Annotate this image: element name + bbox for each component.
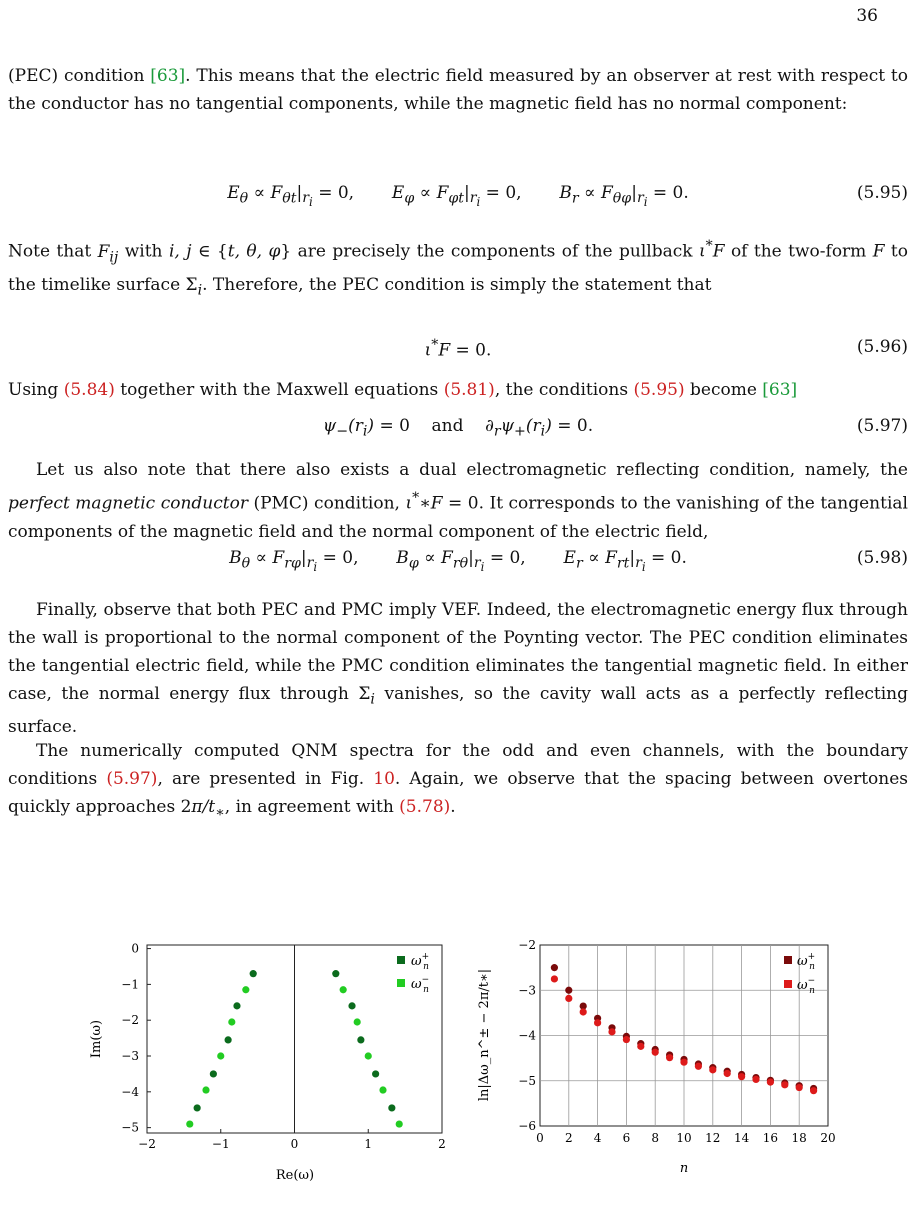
y-tick-label: −2 [518, 938, 536, 952]
x-tick-label: 0 [290, 1137, 299, 1151]
x-axis-label: n [679, 1161, 689, 1176]
equation-number: (5.97) [856, 416, 908, 436]
data-point [250, 970, 257, 977]
y-tick-label: −6 [518, 1119, 536, 1133]
data-point [709, 1066, 716, 1073]
data-point [695, 1063, 702, 1070]
y-tick-label: −5 [121, 1120, 139, 1135]
legend-label: ω− n [797, 976, 816, 996]
data-point [225, 1036, 232, 1043]
equation-5-96: ι*F = 0. (5.96) [424, 337, 908, 361]
data-point [194, 1104, 201, 1111]
page-number: 36 [856, 6, 878, 26]
x-axis-label: Re(ω) [275, 1168, 315, 1183]
data-point [680, 1059, 687, 1066]
data-point [623, 1036, 630, 1043]
data-point [233, 1002, 240, 1009]
x-tick-label: 1 [364, 1137, 373, 1151]
data-point [186, 1120, 193, 1127]
data-point [348, 1002, 355, 1009]
x-tick-label: −2 [138, 1137, 156, 1151]
y-axis-label: ln|Δω_n^± − 2π/t∗| [477, 968, 492, 1102]
data-point [228, 1018, 235, 1025]
equation-number: (5.95) [856, 183, 908, 203]
legend-swatch [784, 980, 792, 988]
data-point [396, 1120, 403, 1127]
data-point [340, 986, 347, 993]
x-tick-label: −1 [211, 1137, 230, 1151]
chart-overtone-spacing [477, 938, 836, 1176]
legend-swatch [397, 979, 405, 987]
legend-label: ω− n [411, 975, 430, 995]
data-point [388, 1104, 395, 1111]
equation-5-97: $\psi_-(r_i) = 0$ and $\partial_r\psi_+(r_i) = 0$. (5.97) [322, 416, 908, 440]
data-point [565, 995, 572, 1002]
paragraph-pullback: Note that $F_{ij}$ with i, j ∈ {t, θ, φ} are precisely the components of the pullback ι*F of the two-form F to the timelike surface $\Sigma_i$. Therefore, the PEC condition is simply the statement that [8, 238, 909, 299]
legend-swatch [784, 956, 792, 964]
x-tick-label: 14 [733, 1131, 750, 1145]
data-point [652, 1049, 659, 1056]
x-tick-label: 20 [820, 1131, 836, 1145]
equation-5-98: $B_\theta \propto F_{r\varphi}|_{r_i} = 0$, $B_\varphi \propto F_{r\theta}|_{r_i} = 0$, $E_r \propto F_{rt}|_{r_i} = 0$. (5.98) [229, 548, 908, 575]
paragraph-pmc: Let us also note that there also exists a dual electromagnetic reflecting condition, namely, the perfect magnetic conductor (PMC) condition, ι*∗F = 0. It corresponds to the vanishing of the tangential components of the magnetic field and the normal component of the electric field, [8, 460, 908, 542]
data-point [242, 986, 249, 993]
data-point [354, 1018, 361, 1025]
legend-label: ω+ n [797, 952, 816, 972]
y-tick-label: 0 [131, 941, 139, 956]
x-tick-label: 0 [536, 1131, 544, 1145]
x-tick-label: 18 [791, 1131, 807, 1145]
y-tick-label: −3 [518, 983, 536, 998]
y-tick-label: −2 [121, 1013, 139, 1028]
data-point [217, 1052, 224, 1059]
data-point [372, 1070, 379, 1077]
x-tick-label: 6 [622, 1131, 631, 1145]
data-point [565, 987, 572, 994]
data-point [332, 970, 339, 977]
data-point [551, 975, 558, 982]
data-point [781, 1081, 788, 1088]
y-tick-label: −4 [518, 1028, 536, 1043]
data-point [580, 1008, 587, 1015]
x-tick-label: 8 [651, 1131, 660, 1145]
equation-number: (5.98) [856, 548, 908, 568]
paragraph-pec-condition: (PEC) condition [63]. This means that the electric field measured by an observer at rest with respect to the conductor has no tangential components, while the magnetic field has no normal component: [8, 66, 908, 114]
x-tick-label: 12 [705, 1131, 721, 1145]
data-point [796, 1084, 803, 1091]
y-tick-label: −3 [121, 1049, 139, 1064]
equation-number: (5.96) [856, 337, 908, 357]
y-tick-label: −1 [121, 977, 139, 992]
chart-qnm-complex-plane [89, 942, 446, 1183]
paragraph-vef: Finally, observe that both PEC and PMC imply VEF. Indeed, the electromagnetic energy flux through the wall is proportional to the normal component of the Poynting vector. The PEC condition eliminates the tangential electric field, while the PMC condition eliminates the tangential magnetic field. In either case, the normal energy flux through $\Sigma_i$ vanishes, so the cavity wall acts as a perfectly reflecting surface. [8, 600, 909, 738]
y-tick-label: −4 [121, 1084, 139, 1099]
figure-svg [0, 935, 916, 1195]
figure-10 [0, 935, 916, 1195]
paragraph-maxwell: Using (5.84) together with the Maxwell equations (5.81), the conditions (5.95) become [63] [8, 380, 798, 400]
y-axis-label: Im(ω) [89, 1019, 104, 1059]
data-point [202, 1086, 209, 1093]
legend-label: ω+ n [411, 952, 430, 972]
data-point [594, 1019, 601, 1026]
data-point [767, 1079, 774, 1086]
x-tick-label: 2 [564, 1131, 573, 1145]
data-point [724, 1070, 731, 1077]
data-point [752, 1076, 759, 1083]
data-point [379, 1086, 386, 1093]
x-tick-label: 2 [438, 1137, 446, 1151]
data-point [210, 1070, 217, 1077]
data-point [608, 1028, 615, 1035]
data-point [666, 1054, 673, 1061]
data-point [810, 1087, 817, 1094]
data-point [738, 1073, 745, 1080]
x-tick-label: 4 [593, 1131, 602, 1145]
y-tick-label: −5 [518, 1073, 536, 1088]
paragraph-qnm-spectra: The numerically computed QNM spectra for the odd and even channels, with the boundary conditions (5.97), are presented in Fig. 10. Again, we observe that the spacing between overtones quickly approaches $2\pi/t_∗$, in agreement with (5.78). [8, 741, 908, 821]
legend-swatch [397, 956, 405, 964]
data-point [551, 964, 558, 971]
equation-5-95: $E_\theta \propto F_{\theta t}|_{r_i} = 0$, $E_\varphi \propto F_{\varphi t}|_{r_i} = 0$, $B_r \propto F_{\theta\varphi}|_{r_i} = 0$. (5.95) [227, 183, 908, 210]
data-point [365, 1052, 372, 1059]
x-tick-label: 10 [676, 1131, 692, 1145]
x-tick-label: 16 [762, 1131, 779, 1145]
data-point [357, 1036, 364, 1043]
data-point [637, 1043, 644, 1050]
